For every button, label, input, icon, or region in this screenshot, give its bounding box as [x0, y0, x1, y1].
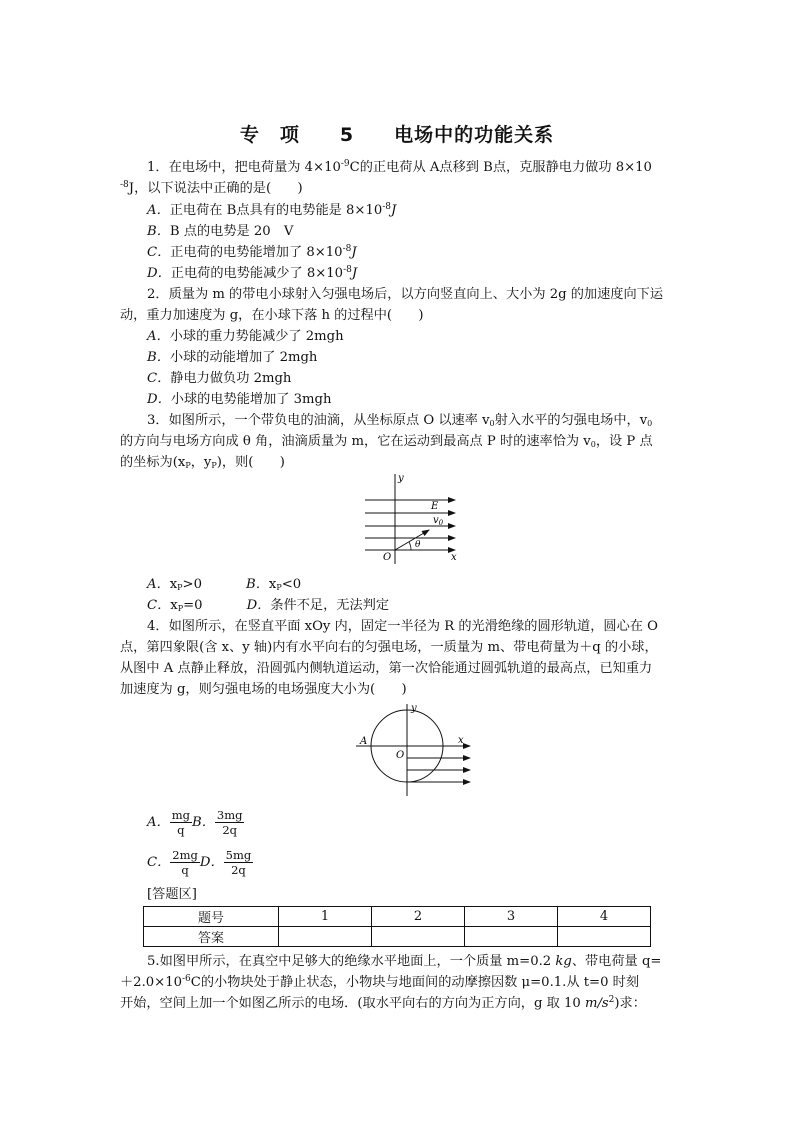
fig-label-o: O	[396, 750, 405, 761]
q2-option-c: C．静电力做负功 2mgh	[147, 371, 292, 386]
fraction: $\frac{2mg}{q}$	[172, 848, 198, 877]
answer-area-label: [答题区]	[147, 887, 197, 902]
q1-line1: 1．在电场中，把电荷量为 $4\times 10^{-9}C$的正电荷从 A点移到 B点，克服静电力做功 8×10	[147, 159, 652, 175]
q4-line4: 加速度为 g，则匀强电场的电场强度大小为( )	[120, 682, 407, 697]
q4-options-cd: C． $\frac{2mg}{q}$ D． $\frac{5mg}{2q}$	[147, 848, 252, 877]
answer-table	[143, 906, 651, 947]
q3-field-diagram	[355, 470, 465, 570]
fig-label-v0: $v_0$	[433, 515, 444, 527]
title-part: 专	[239, 124, 260, 146]
answer-input-3[interactable]	[465, 927, 558, 947]
q2-option-b: B．小球的动能增加了 2mgh	[147, 350, 318, 365]
answer-input-2[interactable]	[372, 927, 465, 947]
table-row	[144, 927, 651, 947]
page-title	[0, 120, 794, 147]
velocity-arrow	[395, 530, 429, 550]
title-part: 5	[339, 124, 355, 146]
q1-option-a: A．正电荷在 B点具有的电势能是 $8\times 10^{-8}J$	[147, 202, 397, 218]
angle-arc	[409, 542, 411, 550]
fraction: $\frac{mg}{q}$	[171, 808, 190, 837]
table-cell: 答案	[144, 927, 279, 947]
q1-option-b: B．B 点的电势是 20 V	[147, 224, 294, 239]
table-cell: 题号	[144, 907, 279, 927]
q1-option-d: D．正电荷的电势能减少了 $8\times 10^{-8}J$	[147, 265, 358, 281]
q3-line2: 的方向与电场方向成 θ 角，油滴质量为 m，它在运动到最高点 P 时的速率恰为 $v_0$，设 P 点	[120, 434, 653, 449]
q2-option-a: A．小球的重力势能减少了 2mgh	[147, 329, 344, 344]
q4-circle-diagram	[352, 700, 477, 802]
q4-line1: 4．如图所示，在竖直平面 xOy 内，固定一半径为 R 的光滑绝缘的圆形轨道，圆心在 O	[147, 619, 658, 634]
q2-line1: 2．质量为 m 的带电小球射入匀强电场后，以方向竖直向上、大小为 2g 的加速度向下运	[147, 287, 664, 302]
q4-line3: 从图中 A 点静止释放，沿圆弧内侧轨道运动，第一次恰能通过圆弧轨道的最高点，已知重力	[120, 661, 653, 676]
table-cell: 1	[279, 907, 372, 927]
q4-options-ab: A． $\frac{mg}{q}$ B． $\frac{3mg}{2q}$	[147, 808, 243, 837]
q2-option-d: D．小球的电势能增加了 3mgh	[147, 392, 332, 407]
fig-label-x: x	[451, 552, 457, 563]
fraction: $\frac{3mg}{2q}$	[216, 808, 243, 837]
q5-line1: 5.如图甲所示，在真空中足够大的绝缘水平地面上，一个质量 m=0.2 kg、带电荷量 q=	[147, 954, 662, 969]
table-cell: 2	[372, 907, 465, 927]
table-cell: 4	[558, 907, 651, 927]
fig-label-y: y	[398, 473, 404, 484]
title-part: 项	[279, 124, 300, 146]
answer-input-1[interactable]	[279, 927, 372, 947]
fig-label-o: O	[383, 552, 392, 563]
title-part: 电场中的功能关系	[394, 124, 555, 146]
q4-line2: 点，第四象限(含 x、y 轴)内有水平向右的匀强电场，一质量为 m、带电荷量为＋q 的小球，	[120, 640, 658, 655]
fig-label-x: x	[458, 735, 464, 746]
fig-label-e: E	[431, 501, 439, 512]
fig-label-a: A	[360, 736, 368, 747]
q2-line2: 动，重力加速度为 g，在小球下落 h 的过程中( )	[120, 308, 424, 323]
q5-line3: 开始，空间上加一个如图乙所示的电场．(取水平向右的方向为正方向，g 取 10 $m/s^2$)求：	[120, 995, 646, 1011]
q1-option-c: C．正电荷的电势能增加了 $8\times 10^{-8}J$	[147, 244, 357, 260]
fig-label-y: y	[411, 703, 417, 714]
q1-line2: $^{-8}$J，以下说法中正确的是( )	[120, 180, 303, 196]
fig-label-theta: θ	[415, 540, 421, 550]
table-row	[144, 907, 651, 927]
q3-line1: 3．如图所示，一个带负电的油滴，从坐标原点 O 以速率 $v_0$射入水平的匀强电场中，$v_0$	[147, 413, 653, 428]
q3-line3: 的坐标为($x_P$，$y_P$)，则( )	[120, 455, 285, 470]
q3-options-ab: A．$x_P>0$ B．$x_P<0$	[147, 577, 302, 592]
q3-options-cd: C．$x_P=0$ D．条件不足，无法判定	[147, 598, 390, 613]
answer-input-4[interactable]	[558, 927, 651, 947]
fraction: $\frac{5mg}{2q}$	[225, 848, 252, 877]
table-cell: 3	[465, 907, 558, 927]
q5-line2: $+2.0\times 10^{-6}C$的小物块处于静止状态，小物块与地面间的动摩擦因数 μ=0.1.从 t=0 时刻	[120, 974, 640, 990]
